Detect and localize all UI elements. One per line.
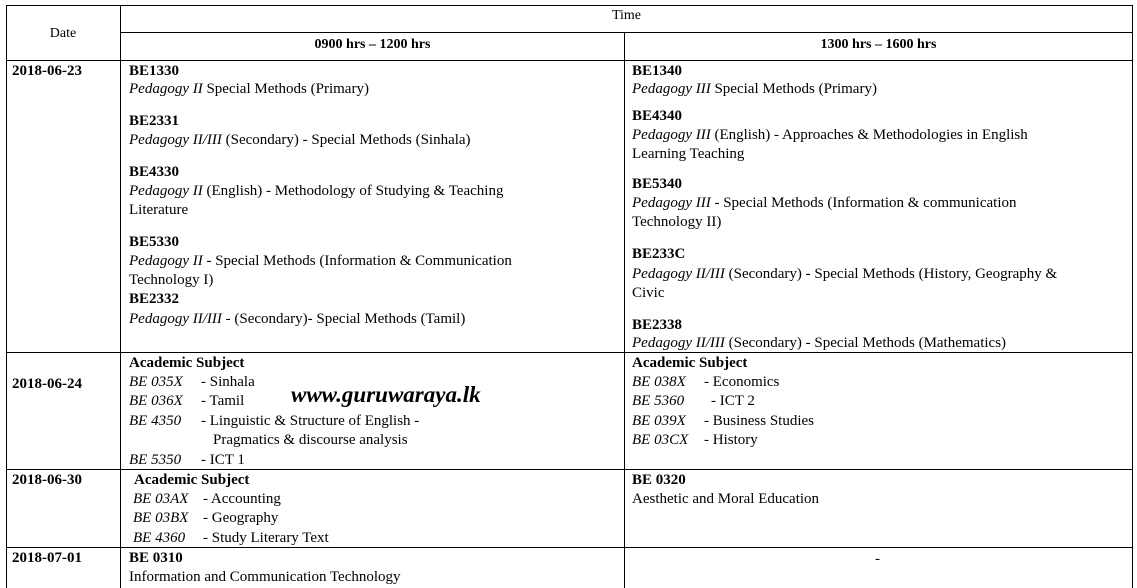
afternoon-slot-header: 1300 hrs – 1600 hrs — [820, 37, 937, 52]
header-divider — [6, 60, 1133, 61]
course-code: BE 0310 — [129, 550, 183, 566]
subject-code: BE 03CX — [632, 432, 689, 448]
subject-code: BE 035X — [129, 374, 183, 390]
course-code: BE4340 — [632, 108, 683, 124]
course-code: BE5330 — [129, 234, 180, 250]
course-code: BE 0320 — [632, 472, 686, 488]
course-title: Pedagogy II Special Methods (Primary) — [129, 81, 369, 97]
course-code: BE5340 — [632, 176, 683, 192]
subject-name: - Tamil — [201, 393, 245, 409]
course-title-continued: Civic — [632, 285, 665, 301]
course-title-continued: Learning Teaching — [632, 146, 745, 162]
course-title: Pedagogy II - Special Methods (Information & Communication — [129, 253, 512, 269]
course-title: Aesthetic and Moral Education — [632, 491, 820, 507]
subject-name: - ICT 1 — [201, 452, 245, 468]
course-title: Pedagogy III (English) - Approaches & Methodologies in English — [632, 127, 1028, 143]
course-title-continued: Technology II) — [632, 214, 722, 230]
morning-slot-header: 0900 hrs – 1200 hrs — [314, 37, 431, 52]
course-title: Pedagogy II (English) - Methodology of Studying & Teaching — [129, 183, 504, 199]
course-title-continued: Technology I) — [129, 272, 214, 288]
course-title: Pedagogy III Special Methods (Primary) — [632, 81, 877, 97]
subject-code: BE 4360 — [133, 530, 186, 546]
course-code: BE2332 — [129, 291, 180, 307]
subject-code: BE 4350 — [129, 413, 182, 429]
subject-name: - Geography — [203, 510, 279, 526]
course-title: Pedagogy II/III - (Secondary)- Special Methods (Tamil) — [129, 311, 466, 327]
subject-code: BE 038X — [632, 374, 686, 390]
border-left — [6, 5, 7, 588]
subject-code: BE 03AX — [133, 491, 189, 507]
subject-code: BE 036X — [129, 393, 183, 409]
watermark: www.guruwaraya.lk — [291, 382, 481, 407]
subject-name: - Business Studies — [704, 413, 815, 429]
subject-code: BE 5360 — [632, 393, 685, 409]
subject-code: BE 039X — [632, 413, 686, 429]
date-header: Date — [49, 26, 77, 41]
subject-code: BE 5350 — [129, 452, 182, 468]
course-code: BE2331 — [129, 113, 180, 129]
course-code: BE1330 — [129, 63, 180, 79]
row-date: 2018-07-01 — [12, 550, 82, 566]
course-title: Pedagogy III - Special Methods (Information & communication — [632, 195, 1017, 211]
date-column-divider — [120, 5, 121, 588]
time-divider — [121, 32, 1133, 33]
row-date: 2018-06-24 — [12, 376, 82, 392]
course-code: BE1340 — [632, 63, 683, 79]
subject-name: - Accounting — [203, 491, 281, 507]
row-date: 2018-06-30 — [12, 472, 82, 488]
subject-name: - Study Literary Text — [203, 530, 329, 546]
course-title-continued: Literature — [129, 202, 189, 218]
academic-subject-heading: Academic Subject — [129, 355, 245, 371]
course-code: BE233C — [632, 246, 686, 262]
course-title: Information and Communication Technology — [129, 569, 401, 585]
row-date: 2018-06-23 — [12, 63, 82, 79]
course-code: BE4330 — [129, 164, 180, 180]
empty-slot-dash: - — [875, 551, 880, 567]
time-header: Time — [611, 8, 642, 23]
subject-name: - Sinhala — [201, 374, 255, 390]
course-code: BE2338 — [632, 317, 683, 333]
border-right — [1132, 5, 1133, 588]
subject-name: - ICT 2 — [711, 393, 755, 409]
course-title: Pedagogy II/III (Secondary) - Special Methods (Mathematics) — [632, 335, 1007, 351]
slot-column-divider — [624, 32, 625, 588]
course-title: Pedagogy II/III (Secondary) - Special Methods (Sinhala) — [129, 132, 471, 148]
academic-subject-heading: Academic Subject — [632, 355, 748, 371]
academic-subject-heading: Academic Subject — [134, 472, 250, 488]
course-title: Pedagogy II/III (Secondary) - Special Methods (History, Geography & — [632, 266, 1058, 282]
subject-name: - History — [704, 432, 758, 448]
subject-name-continued: Pragmatics & discourse analysis — [213, 432, 408, 448]
subject-name: - Linguistic & Structure of English - — [201, 413, 420, 429]
subject-code: BE 03BX — [133, 510, 189, 526]
subject-name: - Economics — [704, 374, 780, 390]
